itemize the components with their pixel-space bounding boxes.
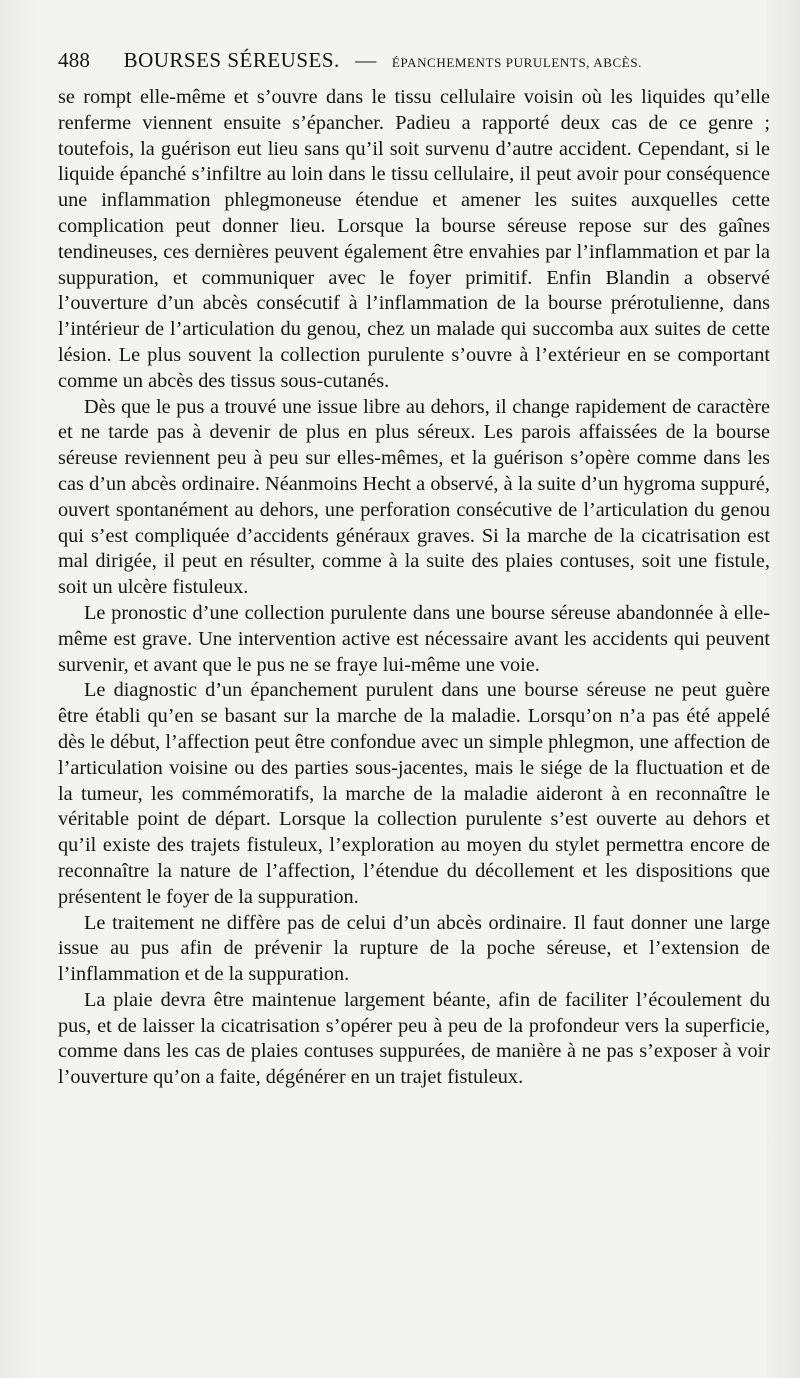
paragraph-continued: se rompt elle-même et s’ouvre dans le tissu cellulaire voisin où les liquides qu’elle renferme viennent ensuite s’épancher. Padieu a rapporté deux cas de ce genre ; toutefois, la guérison eut lieu sans qu’il soit survenu d’autre accident. Cependant, si le liquide épanché s’infiltre au loin dans le tissu cellulaire, il peut avoir pour conséquence une inflammation phlegmoneuse étendue et amener les suites auxquelles cette complication peut donner lieu. Lorsque la bourse séreuse repose sur des gaînes tendineuses, ces dernières peuvent également être envahies par l’inflammation et par la suppuration, et communiquer avec le foyer primitif. Enfin Blandin a observé l’ouverture d’un abcès consécutif à l’inflammation de la bourse prérotulienne, dans l’intérieur de l’articulation du genou, chez un malade qui succomba aux suites de cette lésion. Le plus souvent la collection purulente s’ouvre à l’extérieur en se comportant comme un abcès des tissus sous-cutanés.: [58, 86, 770, 392]
paragraph-opening-abscess: Dès que le pus a trouvé une issue libre au dehors, il change rapidement de caractère et ne tarde pas à devenir de plus en plus séreux. Les parois affaissées de la bourse séreuse reviennent peu à peu sur elles-mêmes, et la guérison s’opère comme dans les cas d’un abcès ordinaire. Néanmoins Hecht a observé, à la suite d’un hygroma suppuré, ouvert spontanément au dehors, une perforation consécutive de l’articulation du genou qui s’est compliquée d’accidents généraux graves. Si la marche de la cicatrisation est mal dirigée, il peut en résulter, comme à la suite des plaies contuses, soit une fistule, soit un ulcère fistuleux.: [58, 395, 770, 599]
body-text: [58, 85, 770, 1091]
running-subtitle: ÉPANCHEMENTS PURULENTS, ABCÈS.: [391, 55, 643, 70]
running-title: BOURSES SÉREUSES.: [123, 48, 340, 72]
page-number: 488: [58, 48, 91, 72]
page-header: [58, 48, 758, 82]
paragraph-wound-care: La plaie devra être maintenue largement béante, afin de faciliter l’écoulement du pus, et de laisser la cicatrisation s’opérer peu à peu de la profondeur vers la superficie, comme dans les cas de plaies contuses suppurées, de manière à ne pas s’exposer à voir l’ouverture qu’on a faite, dégénérer en un trajet fistuleux.: [58, 988, 770, 1089]
paragraph-diagnosis: Le diagnostic d’un épanchement purulent dans une bourse séreuse ne peut guère être établi qu’en se basant sur la marche de la maladie. Lorsqu’on n’a pas été appelé dès le début, l’affection peut être confondue avec un simple phlegmon, une affection de l’articulation voisine ou des parties sous-jacentes, mais le siége de la fluctuation et de la tumeur, les commémoratifs, la marche de la maladie aideront à en reconnaître le véritable point de départ. Lorsque la collection purulente s’est ouverte au dehors et qu’il existe des trajets fistuleux, l’exploration au moyen du stylet permettra encore de reconnaître la nature de l’affection, l’étendue du décollement et les dispositions que présentent le foyer de la suppuration.: [58, 679, 770, 908]
header-dash: —: [355, 48, 377, 72]
paragraph-treatment: Le traitement ne diffère pas de celui d’un abcès ordinaire. Il faut donner une large issue au pus afin de prévenir la rupture de la poche séreuse, et l’extension de l’inflammation et de la suppuration.: [58, 911, 770, 986]
paragraph-prognosis: Le pronostic d’une collection purulente dans une bourse séreuse abandonnée à elle-même est grave. Une intervention active est nécessaire avant les accidents qui peuvent survenir, et avant que le pus ne se fraye lui-même une voie.: [58, 601, 770, 676]
